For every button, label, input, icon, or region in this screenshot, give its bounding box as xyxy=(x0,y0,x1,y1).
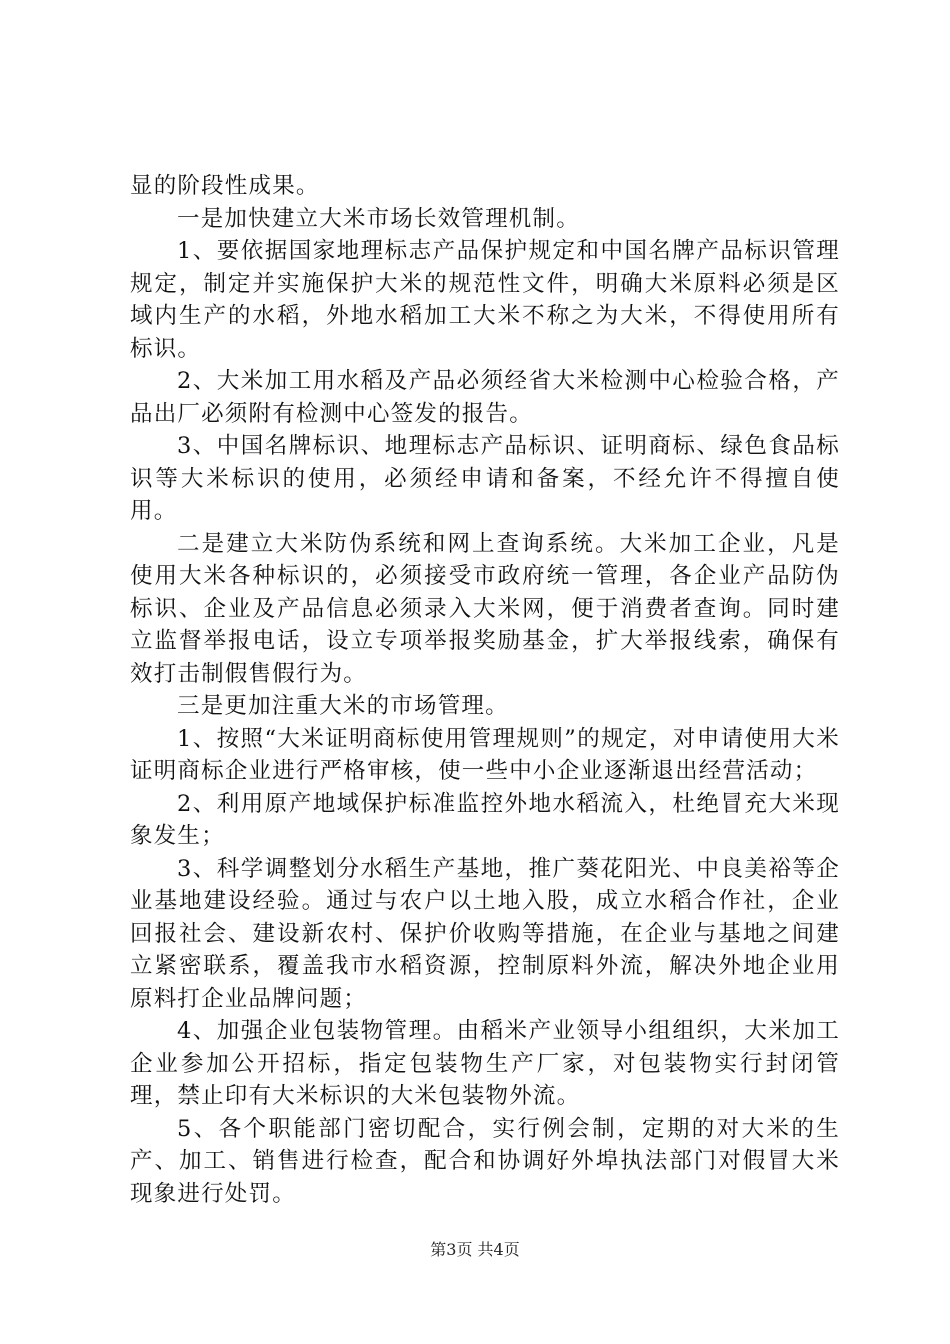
paragraph-item: 1、按照“大米证明商标使用管理规则”的规定，对申请使用大米证明商标企业进行严格审核，使一些中小企业逐渐退出经营活动； xyxy=(130,725,840,784)
paragraph-item: 3、科学调整划分水稻生产基地，推广葵花阳光、中良美裕等企业基地建设经验。通过与农户以土地入股，成立水稻合作社，企业回报社会、建设新农村、保护价收购等措施，在企业与基地之间建立紧密联系，覆盖我市水稻资源，控制原料外流，解决外地企业用原料打企业品牌问题； xyxy=(130,855,840,1012)
paragraph-item: 3、中国名牌标识、地理标志产品标识、证明商标、绿色食品标识等大米标识的使用，必须经申请和备案，不经允许不得擅自使用。 xyxy=(130,433,840,524)
paragraph-heading-two: 二是建立大米防伪系统和网上查询系统。大米加工企业，凡是使用大米各种标识的，必须接受市政府统一管理，各企业产品防伪标识、企业及产品信息必须录入大米网，便于消费者查询。同时建立监督举报电话，设立专项举报奖励基金，扩大举报线索，确保有效打击制假售假行为。 xyxy=(130,530,840,687)
paragraph-item: 2、大米加工用水稻及产品必须经省大米检测中心检验合格，产品出厂必须附有检测中心签发的报告。 xyxy=(130,368,840,427)
paragraph-heading-one: 一是加快建立大米市场长效管理机制。 xyxy=(177,205,580,232)
paragraph-item: 2、利用原产地域保护标准监控外地水稻流入，杜绝冒充大米现象发生； xyxy=(130,790,840,849)
paragraph-item: 1、要依据国家地理标志产品保护规定和中国名牌产品标识管理规定，制定并实施保护大米的规范性文件，明确大米原料必须是区域内生产的水稻，外地水稻加工大米不称之为大米，不得使用所有标识。 xyxy=(130,238,840,362)
paragraph-item: 5、各个职能部门密切配合，实行例会制，定期的对大米的生产、加工、销售进行检查，配合和协调好外埠执法部门对假冒大米现象进行处罚。 xyxy=(130,1115,840,1207)
document-body xyxy=(130,170,840,1210)
page-number-footer: 第3页 共4页 xyxy=(430,1240,520,1259)
paragraph-heading-three: 三是更加注重大米的市场管理。 xyxy=(177,693,509,719)
paragraph-continuation: 显的阶段性成果。 xyxy=(130,173,320,199)
paragraph-item: 4、加强企业包装物管理。由稻米产业领导小组组织，大米加工企业参加公开招标，指定包装物生产厂家，对包装物实行封闭管理，禁止印有大米标识的大米包装物外流。 xyxy=(130,1018,840,1109)
